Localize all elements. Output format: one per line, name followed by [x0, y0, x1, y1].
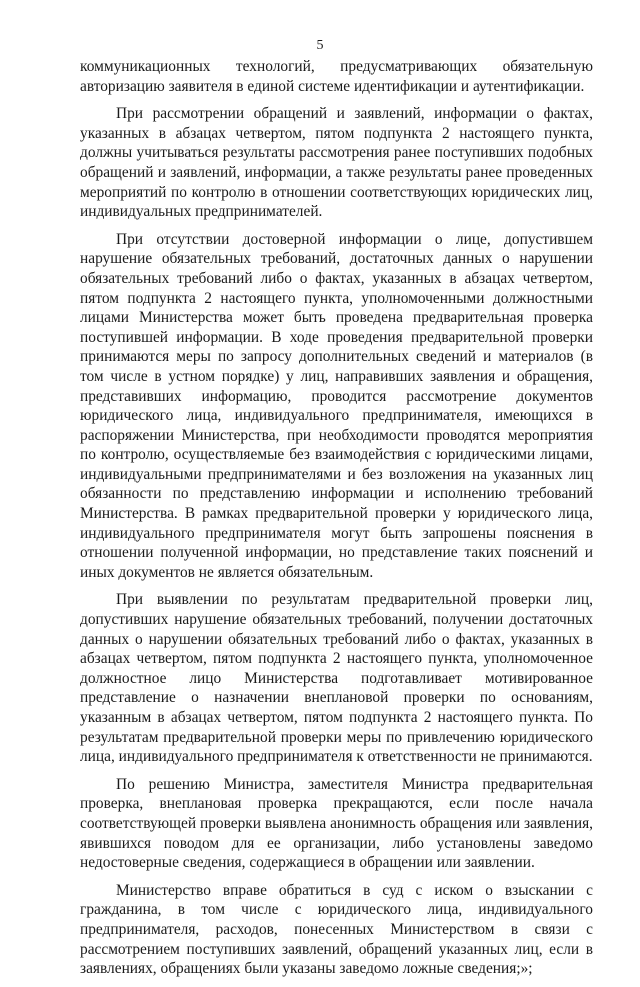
paragraph-court-claim: Министерство вправе обратиться в суд с иском о взыскании с гражданина, в том числе с юридического лица, индивидуального предпринимателя, расходов, понесенных Министерством в связи с рассмотрением поступивших заявлений, обращений указанных лиц, если в заявлениях, обращениях были указаны заведомо ложные сведения;»; [80, 881, 593, 978]
document-body [80, 57, 593, 987]
page-number: 5 [316, 38, 324, 53]
paragraph-unscheduled-inspection: При выявлении по результатам предварительной проверки лиц, допустивших нарушение обязательных требований, получении достаточных данных о нарушении обязательных требований либо о фактах, указанных в абзацах четвертом, пятом подпункта 2 настоящего пункта, уполномоченное должностное лицо Министерства подготавливает мотивированное представление о назначении внеплановой проверки по основаниям, указанным в абзацах четвертом, пятом подпункта 2 настоящего пункта. По результатам предварительной проверки меры по привлечению юридического лица, индивидуального предпринимателя к ответственности не принимаются. [80, 591, 593, 766]
paragraph-preliminary-check: При отсутствии достоверной информации о лице, допустившем нарушение обязательных требований, достаточных данных о нарушении обязательных требований либо о фактах, указанных в абзацах четвертом, пятом подпункта 2 настоящего пункта, уполномоченными должностными лицами Министерства может быть проведена предварительная проверка поступившей информации. В ходе проведения предварительной проверки принимаются меры по запросу дополнительных сведений и материалов (в том числе в устном порядке) у лиц, направивших заявления и обращения, представивших информацию, проводится рассмотрение документов юридического лица, индивидуального предпринимателя, имеющихся в распоряжении Министерства, при необходимости проводятся мероприятия по контролю, осуществляемые без взаимодействия с юридическими лицами, индивидуальными предпринимателями и без возложения на указанных лиц обязанности по представлению информации и исполнению требований Министерства. В рамках предварительной проверки у юридического лица, индивидуального предпринимателя могут быть запрошены пояснения в отношении полученной информации, но представление таких пояснений и иных документов не является обязательным. [80, 230, 593, 581]
paragraph-continued: коммуникационных технологий, предусматривающих обязательную авторизацию заявителя в единой системе идентификации и аутентификации. [80, 58, 593, 95]
paragraph-termination: По решению Министра, заместителя Министра предварительная проверка, внеплановая проверка прекращаются, если после начала соответствующей проверки выявлена анонимность обращения или заявления, явившихся поводом для ее организации, либо установлены заведомо недостоверные сведения, содержащиеся в обращении или заявлении. [80, 775, 593, 872]
paragraph-consideration-of-appeals: При рассмотрении обращений и заявлений, информации о фактах, указанных в абзацах четвертом, пятом подпункта 2 настоящего пункта, должны учитываться результаты рассмотрения ранее поступивших подобных обращений и заявлений, информации, а также результаты ранее проведенных мероприятий по контролю в отношении соответствующих юридических лиц, индивидуальных предпринимателей. [80, 105, 593, 221]
